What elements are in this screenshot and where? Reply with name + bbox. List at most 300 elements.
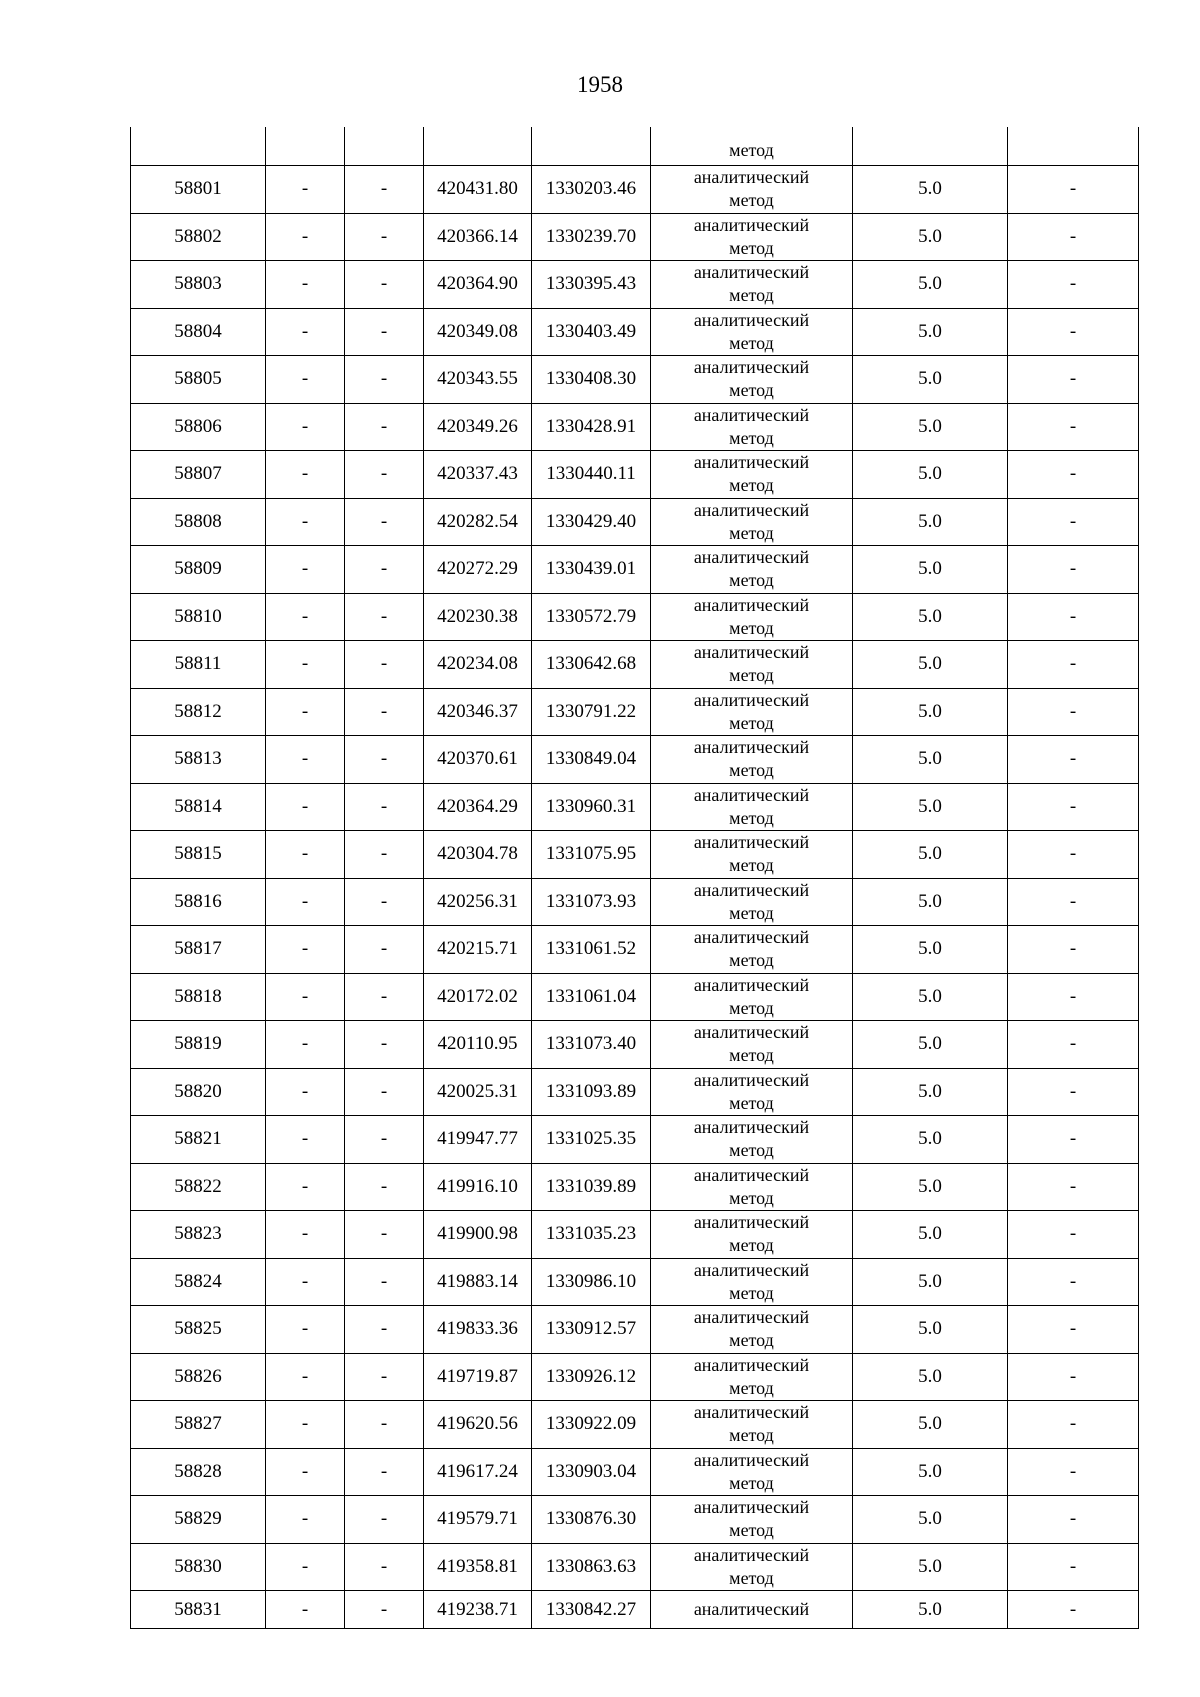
table-row xyxy=(131,1163,1139,1211)
cell-note: - xyxy=(1008,1163,1139,1211)
cell-c3: - xyxy=(345,451,424,499)
cell-point-number: 58801 xyxy=(131,166,266,214)
cell-method xyxy=(651,688,853,736)
cell-y: 1331035.23 xyxy=(532,1211,651,1259)
cell-c2: - xyxy=(266,736,345,784)
cell-c3: - xyxy=(345,973,424,1021)
cell-c3: - xyxy=(345,641,424,689)
method-line-1: аналитический xyxy=(693,404,810,425)
cell-point-number: 58830 xyxy=(131,1543,266,1591)
method-line-2: метод xyxy=(729,285,774,306)
cell-c2: - xyxy=(266,1306,345,1354)
cell-note: - xyxy=(1008,1211,1139,1259)
cell-y: 1330912.57 xyxy=(532,1306,651,1354)
coordinates-table xyxy=(130,127,1139,1629)
table-row xyxy=(131,1401,1139,1449)
cell-c2: - xyxy=(266,546,345,594)
cell-c3: - xyxy=(345,831,424,879)
method-line-2: метод xyxy=(729,997,774,1018)
table-row xyxy=(131,1496,1139,1544)
cell-x: 419238.71 xyxy=(424,1591,532,1629)
cell-x: 419833.36 xyxy=(424,1306,532,1354)
method-line-1: аналитический xyxy=(693,642,810,663)
method-line-1: аналитический xyxy=(693,309,810,330)
cell-precision: 5.0 xyxy=(853,973,1008,1021)
cell-y: 1331039.89 xyxy=(532,1163,651,1211)
cell-y: 1330863.63 xyxy=(532,1543,651,1591)
cell-method xyxy=(651,1163,853,1211)
cell-y: 1330403.49 xyxy=(532,308,651,356)
cell-precision: 5.0 xyxy=(853,1258,1008,1306)
cell-x: 420343.55 xyxy=(424,356,532,404)
table-row xyxy=(131,688,1139,736)
table-row xyxy=(131,261,1139,309)
cell-note: - xyxy=(1008,1068,1139,1116)
cell-c3: - xyxy=(345,546,424,594)
cell-y: 1331073.40 xyxy=(532,1021,651,1069)
cell-precision: 5.0 xyxy=(853,736,1008,784)
cell-point-number: 58820 xyxy=(131,1068,266,1116)
cell-x: 420025.31 xyxy=(424,1068,532,1116)
cell-x: 419620.56 xyxy=(424,1401,532,1449)
cell-note: - xyxy=(1008,166,1139,214)
cell-x: 419900.98 xyxy=(424,1211,532,1259)
table-row xyxy=(131,308,1139,356)
cell-c2: - xyxy=(266,593,345,641)
method-line-2: метод xyxy=(729,1377,774,1398)
cell-x: 420349.26 xyxy=(424,403,532,451)
table-row xyxy=(131,213,1139,261)
cell-c3: - xyxy=(345,1211,424,1259)
cell-x: 420110.95 xyxy=(424,1021,532,1069)
cell-precision: 5.0 xyxy=(853,1591,1008,1629)
cell-method xyxy=(651,1211,853,1259)
cell-y: 1330203.46 xyxy=(532,166,651,214)
cell-y: 1330960.31 xyxy=(532,783,651,831)
cell-y: 1331025.35 xyxy=(532,1116,651,1164)
method-line-1: аналитический xyxy=(693,832,810,853)
cell-c2: - xyxy=(266,1068,345,1116)
cell-point-number: 58805 xyxy=(131,356,266,404)
table-row xyxy=(131,1021,1139,1069)
cell-point-number: 58827 xyxy=(131,1401,266,1449)
cell-note: - xyxy=(1008,783,1139,831)
cell-method xyxy=(651,356,853,404)
cell-point-number: 58821 xyxy=(131,1116,266,1164)
cell-method xyxy=(651,498,853,546)
cell-y: 1330429.40 xyxy=(532,498,651,546)
cell-precision: 5.0 xyxy=(853,783,1008,831)
method-line-2: метод xyxy=(729,855,774,876)
cell-y: 1330876.30 xyxy=(532,1496,651,1544)
table-row xyxy=(131,783,1139,831)
cell-c2: - xyxy=(266,1591,345,1629)
method-line-1: аналитический xyxy=(693,547,810,568)
cell-c3: - xyxy=(345,261,424,309)
cell-c2: - xyxy=(266,498,345,546)
cell-x: 420431.80 xyxy=(424,166,532,214)
cell-c2: - xyxy=(266,1543,345,1591)
cell-x: 420346.37 xyxy=(424,688,532,736)
cell-precision: 5.0 xyxy=(853,1068,1008,1116)
cell-method xyxy=(651,261,853,309)
method-line-2: метод xyxy=(729,1520,774,1541)
cell-c2: - xyxy=(266,926,345,974)
method-line-1: аналитический xyxy=(693,452,810,473)
cell-x: 420172.02 xyxy=(424,973,532,1021)
cell-method xyxy=(651,878,853,926)
cell-precision: 5.0 xyxy=(853,546,1008,594)
cell-note: - xyxy=(1008,498,1139,546)
method-line-2: метод xyxy=(729,807,774,828)
cell-c3: - xyxy=(345,1353,424,1401)
cell-c2: - xyxy=(266,213,345,261)
cell-note: - xyxy=(1008,1591,1139,1629)
method-line-1: аналитический xyxy=(693,499,810,520)
method-line-1: аналитический xyxy=(693,1117,810,1138)
cell-y: 1331061.04 xyxy=(532,973,651,1021)
cell-precision: 5.0 xyxy=(853,831,1008,879)
cell-c3: - xyxy=(345,1068,424,1116)
cell-precision: 5.0 xyxy=(853,878,1008,926)
cell-note: - xyxy=(1008,641,1139,689)
cell-x: 420364.29 xyxy=(424,783,532,831)
cell-c2: - xyxy=(266,1116,345,1164)
cell-x: 419916.10 xyxy=(424,1163,532,1211)
cell-method xyxy=(651,451,853,499)
cell-point-number: 58806 xyxy=(131,403,266,451)
cell-method xyxy=(651,546,853,594)
method-line-1: аналитический xyxy=(693,737,810,758)
cell-c3: - xyxy=(345,166,424,214)
cell-y: 1331061.52 xyxy=(532,926,651,974)
cell-x xyxy=(424,127,532,166)
cell-c3: - xyxy=(345,736,424,784)
method-line-2: метод xyxy=(729,1187,774,1208)
cell-c3: - xyxy=(345,593,424,641)
cell-note: - xyxy=(1008,973,1139,1021)
cell-y: 1330408.30 xyxy=(532,356,651,404)
method-line-2: метод xyxy=(729,712,774,733)
cell-note: - xyxy=(1008,451,1139,499)
cell-c2: - xyxy=(266,688,345,736)
cell-note: - xyxy=(1008,1401,1139,1449)
cell-c2: - xyxy=(266,261,345,309)
cell-c2: - xyxy=(266,783,345,831)
cell-note: - xyxy=(1008,356,1139,404)
cell-y: 1330239.70 xyxy=(532,213,651,261)
method-line-1: аналитический xyxy=(693,262,810,283)
method-line-2: метод xyxy=(729,332,774,353)
cell-c3: - xyxy=(345,1258,424,1306)
cell-c2: - xyxy=(266,1353,345,1401)
method-line-1: аналитический xyxy=(693,1259,810,1280)
cell-c3: - xyxy=(345,1401,424,1449)
cell-y: 1331093.89 xyxy=(532,1068,651,1116)
cell-method xyxy=(651,1448,853,1496)
cell-method xyxy=(651,1258,853,1306)
cell-x: 420215.71 xyxy=(424,926,532,974)
cell-precision: 5.0 xyxy=(853,641,1008,689)
cell-note: - xyxy=(1008,926,1139,974)
cell-point-number: 58812 xyxy=(131,688,266,736)
cell-c2: - xyxy=(266,878,345,926)
cell-c2: - xyxy=(266,641,345,689)
method-line-1: аналитический xyxy=(693,1022,810,1043)
cell-c3: - xyxy=(345,403,424,451)
method-line-2: метод xyxy=(729,617,774,638)
cell-x: 419579.71 xyxy=(424,1496,532,1544)
method-line-1: аналитический xyxy=(693,927,810,948)
cell-point-number: 58819 xyxy=(131,1021,266,1069)
cell-note: - xyxy=(1008,1021,1139,1069)
cell-note: - xyxy=(1008,1496,1139,1544)
cell-c2: - xyxy=(266,1163,345,1211)
cell-x: 420337.43 xyxy=(424,451,532,499)
table-row xyxy=(131,973,1139,1021)
cell-method xyxy=(651,1496,853,1544)
cell-note: - xyxy=(1008,736,1139,784)
method-line-2: метод xyxy=(729,190,774,211)
cell-y: 1330986.10 xyxy=(532,1258,651,1306)
cell-c2: - xyxy=(266,308,345,356)
cell-c2: - xyxy=(266,973,345,1021)
cell-precision: 5.0 xyxy=(853,688,1008,736)
method-line-1: аналитический xyxy=(693,167,810,188)
cell-method xyxy=(651,736,853,784)
cell-note: - xyxy=(1008,213,1139,261)
table-row xyxy=(131,1116,1139,1164)
cell-note: - xyxy=(1008,1258,1139,1306)
cell-y: 1330903.04 xyxy=(532,1448,651,1496)
method-line-2: метод xyxy=(729,1092,774,1113)
cell-x: 420256.31 xyxy=(424,878,532,926)
cell-point-number: 58809 xyxy=(131,546,266,594)
cell-y: 1331073.93 xyxy=(532,878,651,926)
cell-precision: 5.0 xyxy=(853,1211,1008,1259)
cell-y: 1330572.79 xyxy=(532,593,651,641)
page-number: 1958 xyxy=(577,72,623,97)
cell-note: - xyxy=(1008,1448,1139,1496)
cell-c3: - xyxy=(345,308,424,356)
method-line-1: аналитический xyxy=(693,1599,810,1619)
method-line-2: метод xyxy=(729,902,774,923)
cell-precision: 5.0 xyxy=(853,926,1008,974)
cell-point-number: 58824 xyxy=(131,1258,266,1306)
cell-precision: 5.0 xyxy=(853,498,1008,546)
cell-point-number: 58826 xyxy=(131,1353,266,1401)
method-line-2: метод xyxy=(729,1235,774,1256)
cell-c2 xyxy=(266,127,345,166)
cell-note xyxy=(1008,127,1139,166)
cell-precision: 5.0 xyxy=(853,213,1008,261)
cell-c2: - xyxy=(266,451,345,499)
cell-y: 1330922.09 xyxy=(532,1401,651,1449)
table-row xyxy=(131,1448,1139,1496)
cell-x: 419617.24 xyxy=(424,1448,532,1496)
cell-point-number: 58828 xyxy=(131,1448,266,1496)
cell-method xyxy=(651,1353,853,1401)
cell-x: 420364.90 xyxy=(424,261,532,309)
table-row xyxy=(131,736,1139,784)
cell-method xyxy=(651,1021,853,1069)
cell-precision: 5.0 xyxy=(853,1116,1008,1164)
cell-x: 420349.08 xyxy=(424,308,532,356)
method-line-2: метод xyxy=(729,1472,774,1493)
cell-point-number: 58822 xyxy=(131,1163,266,1211)
cell-precision: 5.0 xyxy=(853,1163,1008,1211)
method-line-2: метод xyxy=(729,570,774,591)
method-line-2: метод xyxy=(729,1567,774,1588)
cell-precision: 5.0 xyxy=(853,1543,1008,1591)
cell-point-number: 58829 xyxy=(131,1496,266,1544)
method-line-2: метод xyxy=(729,1330,774,1351)
cell-note: - xyxy=(1008,1353,1139,1401)
method-line-1: аналитический xyxy=(693,594,810,615)
cell-c3: - xyxy=(345,783,424,831)
cell-c3: - xyxy=(345,213,424,261)
table-row xyxy=(131,1068,1139,1116)
table-row xyxy=(131,356,1139,404)
method-line-2: метод xyxy=(729,665,774,686)
cell-x: 419358.81 xyxy=(424,1543,532,1591)
cell-method xyxy=(651,1591,853,1629)
method-line-2: метод xyxy=(729,522,774,543)
cell-method xyxy=(651,308,853,356)
cell-point-number: 58802 xyxy=(131,213,266,261)
cell-note: - xyxy=(1008,1543,1139,1591)
table-row xyxy=(131,641,1139,689)
table-row xyxy=(131,1591,1139,1629)
cell-precision: 5.0 xyxy=(853,1353,1008,1401)
continuation-row xyxy=(131,127,1139,166)
cell-c2: - xyxy=(266,1211,345,1259)
cell-point-number: 58803 xyxy=(131,261,266,309)
cell-note: - xyxy=(1008,593,1139,641)
method-line-2: метод xyxy=(729,380,774,401)
cell-point-number: 58813 xyxy=(131,736,266,784)
cell-note: - xyxy=(1008,1306,1139,1354)
method-line-1: аналитический xyxy=(693,1402,810,1423)
cell-method xyxy=(651,641,853,689)
cell-precision: 5.0 xyxy=(853,1306,1008,1354)
method-line-2: метод xyxy=(729,1140,774,1161)
cell-precision: 5.0 xyxy=(853,451,1008,499)
cell-x: 419883.14 xyxy=(424,1258,532,1306)
cell-note: - xyxy=(1008,308,1139,356)
method-line-1: аналитический xyxy=(693,1069,810,1090)
table-row xyxy=(131,1353,1139,1401)
method-line-2: метод xyxy=(729,760,774,781)
table-row xyxy=(131,1543,1139,1591)
method-line-2: метод xyxy=(729,475,774,496)
table-row xyxy=(131,1211,1139,1259)
method-line-1: аналитический xyxy=(693,214,810,235)
cell-note: - xyxy=(1008,261,1139,309)
cell-c3: - xyxy=(345,1448,424,1496)
cell-precision: 5.0 xyxy=(853,166,1008,214)
method-line-1: аналитический xyxy=(693,1212,810,1233)
cell-note: - xyxy=(1008,1116,1139,1164)
cell-point-number: 58817 xyxy=(131,926,266,974)
cell-point-number: 58823 xyxy=(131,1211,266,1259)
table-row xyxy=(131,831,1139,879)
method-line-1: аналитический xyxy=(693,1449,810,1470)
cell-x: 420304.78 xyxy=(424,831,532,879)
cell-c2: - xyxy=(266,1448,345,1496)
table-row xyxy=(131,1306,1139,1354)
method-line-2: метод xyxy=(729,1045,774,1066)
method-line-1: аналитический xyxy=(693,1307,810,1328)
cell-method xyxy=(651,831,853,879)
method-line-1: аналитический xyxy=(693,879,810,900)
cell-x: 419947.77 xyxy=(424,1116,532,1164)
table-row xyxy=(131,498,1139,546)
cell-c2: - xyxy=(266,1258,345,1306)
method-line-1: аналитический xyxy=(693,1164,810,1185)
cell-point-number: 58810 xyxy=(131,593,266,641)
cell-y: 1330791.22 xyxy=(532,688,651,736)
cell-x: 420234.08 xyxy=(424,641,532,689)
method-line-2: метод xyxy=(729,237,774,258)
method-line-2: метод xyxy=(729,1425,774,1446)
cell-x: 420272.29 xyxy=(424,546,532,594)
cell-precision: 5.0 xyxy=(853,1496,1008,1544)
cell-c3: - xyxy=(345,926,424,974)
cell-method xyxy=(651,1116,853,1164)
cell-c2: - xyxy=(266,1021,345,1069)
cell-c3: - xyxy=(345,356,424,404)
cell-precision: 5.0 xyxy=(853,1401,1008,1449)
cell-point-number: 58815 xyxy=(131,831,266,879)
method-line-1: аналитический xyxy=(693,974,810,995)
table-row xyxy=(131,926,1139,974)
cell-c2: - xyxy=(266,166,345,214)
cell-precision: 5.0 xyxy=(853,1021,1008,1069)
cell-precision: 5.0 xyxy=(853,356,1008,404)
cell-method xyxy=(651,1401,853,1449)
method-line-2: метод xyxy=(729,427,774,448)
method-line-1: аналитический xyxy=(693,689,810,710)
method-line-1: аналитический xyxy=(693,1497,810,1518)
cell-c2: - xyxy=(266,403,345,451)
cell-y: 1330849.04 xyxy=(532,736,651,784)
cell-x: 420230.38 xyxy=(424,593,532,641)
cell-note: - xyxy=(1008,831,1139,879)
cell-y xyxy=(532,127,651,166)
cell-y: 1330428.91 xyxy=(532,403,651,451)
cell-y: 1330440.11 xyxy=(532,451,651,499)
cell-c2: - xyxy=(266,1401,345,1449)
method-line-1: аналитический xyxy=(693,784,810,805)
cell-x: 420282.54 xyxy=(424,498,532,546)
cell-y: 1330395.43 xyxy=(532,261,651,309)
cell-c3 xyxy=(345,127,424,166)
cell-note: - xyxy=(1008,546,1139,594)
cell-c3: - xyxy=(345,1543,424,1591)
cell-id xyxy=(131,127,266,166)
cell-point-number: 58814 xyxy=(131,783,266,831)
cell-method xyxy=(651,1306,853,1354)
cell-point-number: 58804 xyxy=(131,308,266,356)
cell-precision: 5.0 xyxy=(853,308,1008,356)
cell-precision xyxy=(853,127,1008,166)
cell-method xyxy=(651,783,853,831)
cell-point-number: 58808 xyxy=(131,498,266,546)
method-line-1: аналитический xyxy=(693,1354,810,1375)
cell-y: 1330439.01 xyxy=(532,546,651,594)
method-line-2: метод xyxy=(729,950,774,971)
